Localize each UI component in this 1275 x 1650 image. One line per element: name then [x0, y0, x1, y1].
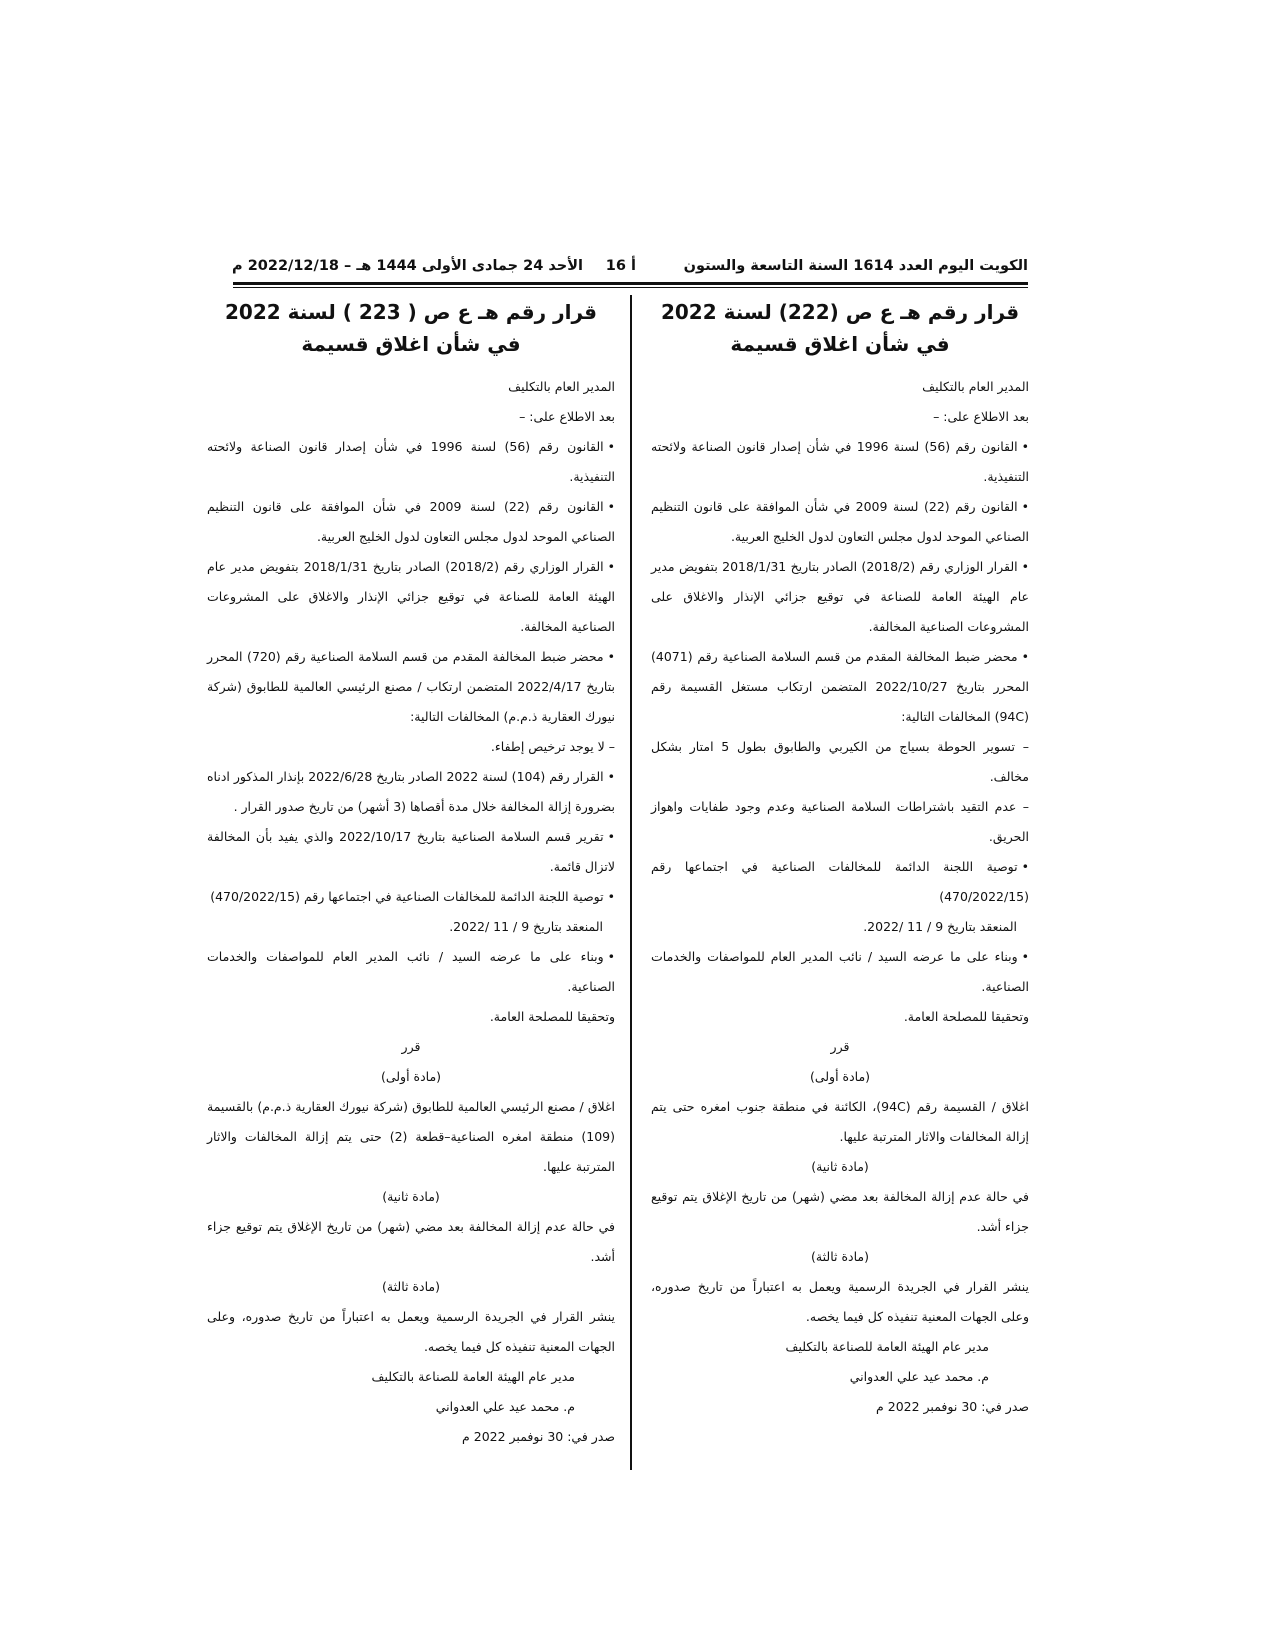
header-rule-thin	[233, 287, 1028, 288]
violation-item: – لا يوجد ترخيص إطفاء.	[490, 739, 615, 754]
page-header	[200, 252, 1028, 282]
public-interest: وتحقيقا للمصلحة العامة.	[489, 1009, 615, 1024]
column-divider	[630, 295, 632, 1470]
recital-item: •تقرير قسم السلامة الصناعية بتاريخ 2022/10/17 والذي يفيد بأن المخالفة لاتزال قائمة.	[207, 829, 615, 874]
recital-item: •القرار رقم (104) لسنة 2022 الصادر بتاريخ 2022/6/28 بإنذار المذكور ادناه بضرورة إزالة المخالفة خلال مدة أقصاها (3 أشهر) من تاريخ صدور القرار .	[207, 769, 615, 814]
recital-item: •محضر ضبط المخالفة المقدم من قسم السلامة الصناعية رقم (4071) المحرر بتاريخ 2022/10/27 المتضمن ارتكاب مستغل القسيمة رقم (94C) المخالفات التالية:	[651, 649, 1029, 724]
article-heading: (مادة أولى)	[380, 1069, 442, 1084]
issue-date-line: صدر في: 30 نوفمبر 2022 م	[876, 1399, 1029, 1414]
having-reviewed: بعد الاطلاع على: –	[933, 409, 1029, 424]
article-heading: (مادة أولى)	[809, 1069, 871, 1084]
article-text: اغلاق / القسيمة رقم (94C)، الكائنة في منطقة جنوب امغره حتى يتم إزالة المخالفات والاثار المترتبة عليها.	[651, 1099, 1030, 1144]
issuer-line: المدير العام بالتكليف	[922, 379, 1029, 394]
decided-heading: قرر	[830, 1039, 850, 1054]
violation-item: – عدم التقيد باشتراطات السلامة الصناعية وعدم وجود طفايات واهواز الحريق.	[651, 799, 1029, 844]
decision-title: قرار رقم هـ ع ص ( 223 ) لسنة 2022 في شأن اغلاق قسيمة	[225, 300, 597, 356]
public-interest: وتحقيقا للمصلحة العامة.	[903, 1009, 1029, 1024]
header-rule-thick	[233, 282, 1028, 285]
recital-item: •وبناء على ما عرضه السيد / نائب المدير العام للمواصفات والخدمات الصناعية.	[207, 949, 615, 994]
recital-item: •القرار الوزاري رقم (2018/2) الصادر بتاريخ 2018/1/31 بتفويض مدير عام الهيئة العامة للصناعة في توقيع جزائي الإنذار والاغلاق على المشروعات الصناعية المخالفة.	[651, 559, 1029, 634]
signatory-title: مدير عام الهيئة العامة للصناعة بالتكليف	[371, 1369, 575, 1384]
decided-heading: قرر	[401, 1039, 421, 1054]
recital-item: •القانون رقم (22) لسنة 2009 في شأن الموافقة على قانون التنظيم الصناعي الموحد لدول مجلس التعاون لدول الخليج العربية.	[207, 499, 615, 544]
article-text: ينشر القرار في الجريدة الرسمية ويعمل به اعتباراً من تاريخ صدوره، وعلى الجهات المعنية تنفيذه كل فيما يخصه.	[651, 1279, 1029, 1324]
issue-date: الأحد 24 جمادى الأولى 1444 هـ – 2022/12/18 م	[232, 258, 583, 274]
signatory-name: م. محمد عيد علي العدواني	[435, 1399, 575, 1414]
decision-title: قرار رقم هـ ع ص (222) لسنة 2022 في شأن اغلاق قسيمة	[660, 300, 1020, 356]
having-reviewed: بعد الاطلاع على: –	[519, 409, 615, 424]
recital-item: •توصية اللجنة الدائمة للمخالفات الصناعية في اجتماعها رقم (470/2022/15)	[210, 889, 615, 904]
recital-item: •وبناء على ما عرضه السيد / نائب المدير العام للمواصفات والخدمات الصناعية.	[651, 949, 1029, 994]
violation-item: – تسوير الحوطة بسياج من الكيربي والطابوق بطول 5 امتار بشكل مخالف.	[651, 739, 1029, 784]
article-text: في حالة عدم إزالة المخالفة بعد مضي (شهر) من تاريخ الإغلاق يتم توقيع جزاء أشد.	[207, 1219, 615, 1264]
article-text: اغلاق / مصنع الرئيسي العالمية للطابوق (شركة نيورك العقارية ذ.م.م) بالقسيمة (109) منطقة امغره الصناعية–قطعة (2) حتى يتم إزالة المخالفات والاثار المترتبة عليها.	[207, 1099, 615, 1174]
article-heading: (مادة ثانية)	[382, 1189, 440, 1204]
issue-date-line: صدر في: 30 نوفمبر 2022 م	[462, 1429, 615, 1444]
recital-item: •محضر ضبط المخالفة المقدم من قسم السلامة الصناعية رقم (720) المحرر بتاريخ 2022/4/17 المتضمن ارتكاب / مصنع الرئيسي العالمية للطابوق (شركة نيورك العقارية ذ.م.م) المخالفات التالية:	[207, 649, 615, 724]
signatory-name: م. محمد عيد علي العدواني	[849, 1369, 989, 1384]
gazette-issue: الكويت اليوم العدد 1614 السنة التاسعة والستون	[683, 258, 1028, 274]
article-heading: (مادة ثانية)	[811, 1159, 869, 1174]
recital-item: •القرار الوزاري رقم (2018/2) الصادر بتاريخ 2018/1/31 بتفويض مدير عام الهيئة العامة للصناعة في توقيع جزائي الإنذار والاغلاق على المشروعات الصناعية المخالفة.	[207, 559, 615, 634]
decision-222	[651, 296, 1029, 1422]
signatory-title: مدير عام الهيئة العامة للصناعة بالتكليف	[785, 1339, 989, 1354]
issuer-line: المدير العام بالتكليف	[508, 379, 615, 394]
recital-item: •القانون رقم (56) لسنة 1996 في شأن إصدار قانون الصناعة ولائحته التنفيذية.	[651, 439, 1029, 484]
decision-223	[207, 296, 615, 1452]
meeting-date: المنعقد بتاريخ 9 / 11 /2022.	[863, 919, 1017, 934]
recital-item: •توصية اللجنة الدائمة للمخالفات الصناعية في اجتماعها رقم (470/2022/15)	[651, 859, 1029, 904]
article-text: في حالة عدم إزالة المخالفة بعد مضي (شهر) من تاريخ الإغلاق يتم توقيع جزاء أشد.	[651, 1189, 1029, 1234]
recital-item: •القانون رقم (56) لسنة 1996 في شأن إصدار قانون الصناعة ولائحته التنفيذية.	[207, 439, 615, 484]
page-number: أ 16	[605, 258, 636, 274]
article-heading: (مادة ثالثة)	[382, 1279, 440, 1294]
recital-item: •القانون رقم (22) لسنة 2009 في شأن الموافقة على قانون التنظيم الصناعي الموحد لدول مجلس التعاون لدول الخليج العربية.	[651, 499, 1029, 544]
article-heading: (مادة ثالثة)	[811, 1249, 869, 1264]
article-text: ينشر القرار في الجريدة الرسمية ويعمل به اعتباراً من تاريخ صدوره، وعلى الجهات المعنية تنفيذه كل فيما يخصه.	[207, 1309, 615, 1354]
meeting-date: المنعقد بتاريخ 9 / 11 /2022.	[449, 919, 603, 934]
